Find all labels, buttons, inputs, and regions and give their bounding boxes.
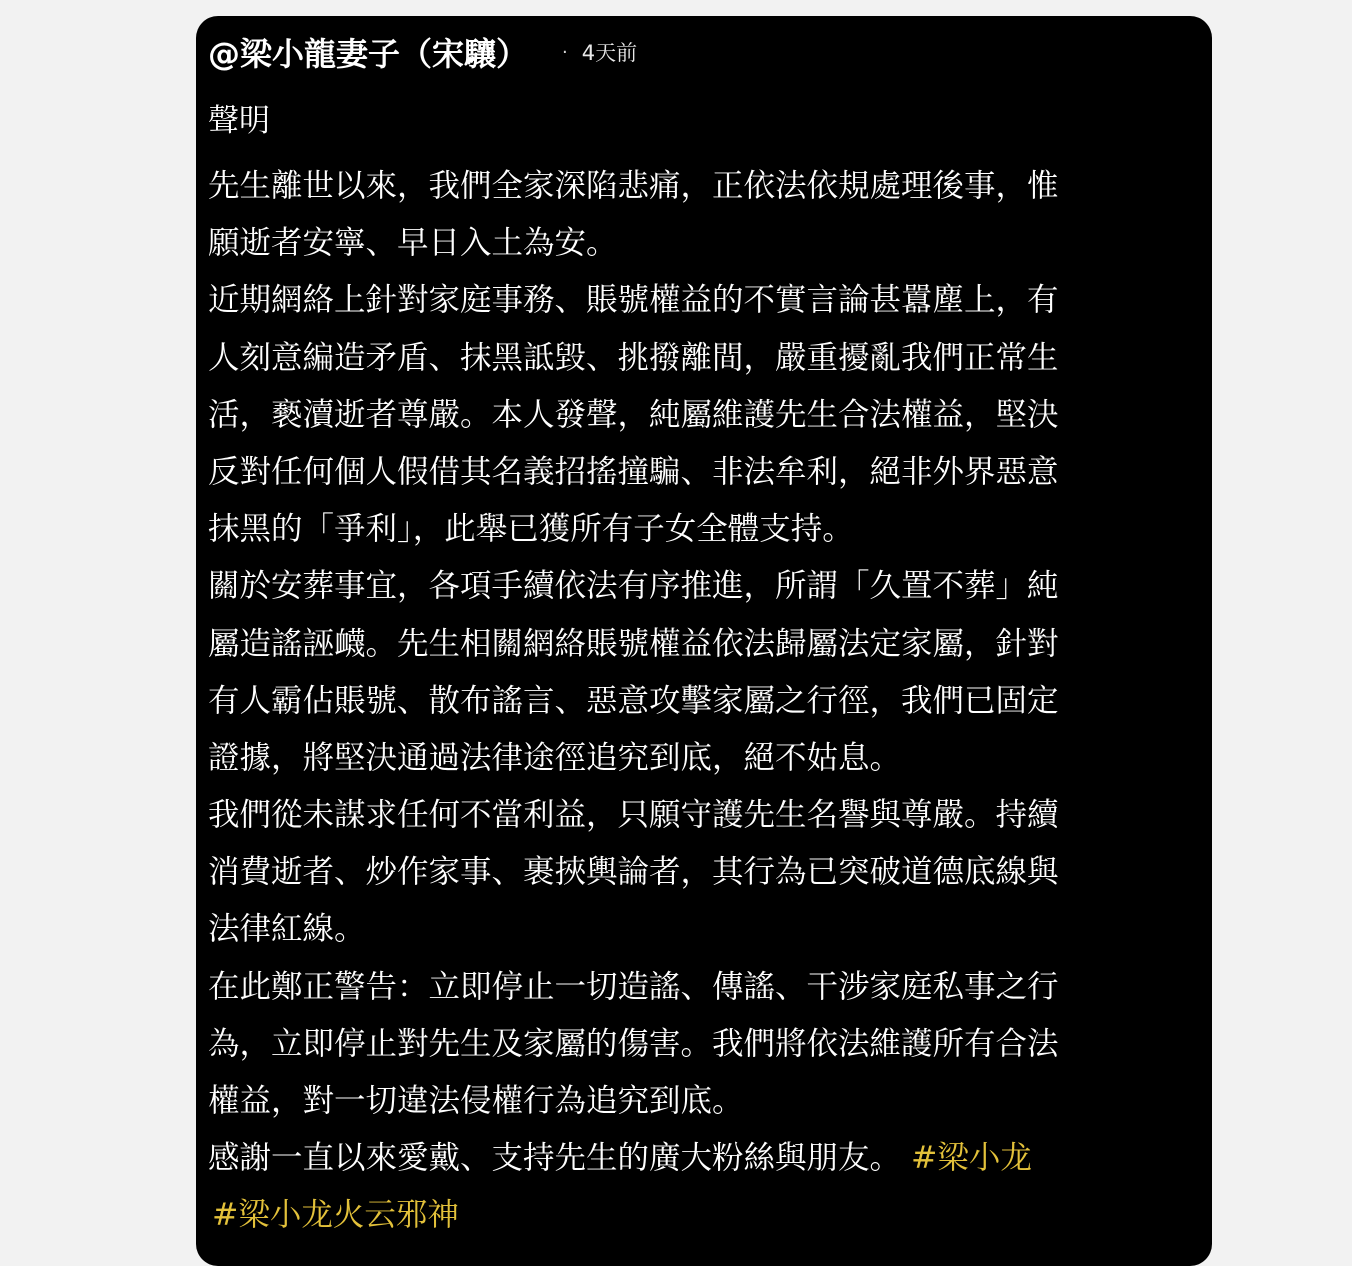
paragraph — [208, 272, 1198, 558]
meta-separator: · — [562, 41, 568, 63]
paragraph — [208, 787, 1198, 959]
text-line: 法律紅線。 — [208, 911, 366, 948]
post-timestamp: 4天前 — [581, 41, 638, 65]
text-line: 為，立即停止對先生及家屬的傷害。我們將依法維護所有合法 — [208, 1025, 1059, 1062]
closing-line — [208, 1130, 1198, 1187]
author-name[interactable]: @梁小龍妻子（宋驤） — [208, 35, 529, 73]
paragraph — [208, 1130, 1198, 1244]
text-line: 有人霸佔賬號、散布謠言、惡意攻擊家屬之行徑，我們已固定 — [208, 682, 1059, 719]
hashtag-link[interactable]: #梁小龙 — [911, 1140, 1032, 1177]
paragraph — [208, 959, 1198, 1131]
text-line: 先生離世以來，我們全家深陷悲痛，正依法依規處理後事，惟 — [208, 168, 1059, 204]
paragraph — [208, 158, 1198, 272]
paragraph — [208, 558, 1198, 787]
post-body — [208, 158, 1198, 1245]
hashtag-line — [208, 1187, 1198, 1244]
hashtag-link[interactable]: #梁小龙火云邪神 — [212, 1197, 459, 1234]
text-line: 屬造謠誣衊。先生相關網絡賬號權益依法歸屬法定家屬，針對 — [208, 625, 1059, 662]
text-line: 消費逝者、炒作家事、裹挾輿論者，其行為已突破道德底線與 — [208, 854, 1059, 891]
closing-text: 感謝一直以來愛戴、支持先生的廣大粉絲與朋友。 — [208, 1140, 902, 1177]
text-line: 關於安葬事宜，各項手續依法有序推進，所謂「久置不葬」純 — [208, 568, 1059, 605]
post-card — [196, 16, 1212, 1266]
text-line: 反對任何個人假借其名義招搖撞騙、非法牟利，絕非外界惡意 — [208, 453, 1059, 490]
text-line: 證據，將堅決通過法律途徑追究到底，絕不姑息。 — [208, 739, 902, 776]
post-header — [208, 30, 1200, 74]
text-line: 權益，對一切違法侵權行為追究到底。 — [208, 1083, 744, 1119]
post-title: 聲明 — [208, 103, 270, 139]
text-line: 在此鄭正警告：立即停止一切造謠、傳謠、干涉家庭私事之行 — [208, 968, 1059, 1005]
text-line: 人刻意編造矛盾、抹黑詆毀、挑撥離間，嚴重擾亂我們正常生 — [208, 339, 1059, 376]
text-line: 願逝者安寧、早日入土為安。 — [208, 225, 618, 262]
text-line: 抹黑的「爭利」，此舉已獲所有子女全體支持。 — [208, 511, 854, 548]
text-line: 活，褻瀆逝者尊嚴。本人發聲，純屬維護先生合法權益，堅決 — [208, 396, 1059, 433]
text-line: 近期網絡上針對家庭事務、賬號權益的不實言論甚囂塵上，有 — [208, 282, 1059, 319]
text-line: 我們從未謀求任何不當利益，只願守護先生名譽與尊嚴。持續 — [208, 797, 1059, 834]
